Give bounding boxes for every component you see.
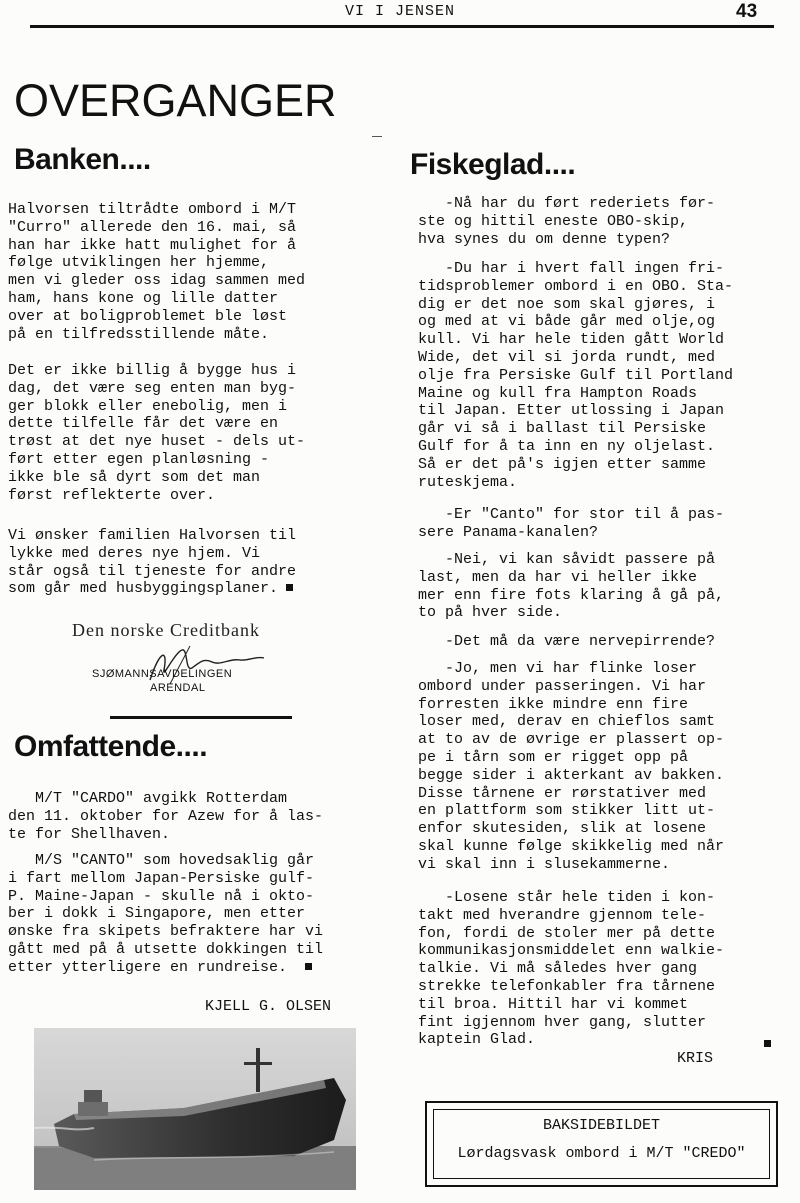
omfattende-heading: Omfattende.... (14, 730, 208, 763)
omfattende-author: KJELL G. OLSEN (205, 998, 332, 1015)
fiskeglad-paragraph-3: -Er "Canto" for stor til å pas- sere Panama-kanalen? (418, 506, 725, 541)
page-number: 43 (736, 1, 758, 22)
end-mark (286, 584, 293, 591)
omfattende-paragraph-1: M/T "CARDO" avgikk Rotterdam den 11. oktober for Azew for å las- te for Shellhaven. (8, 790, 324, 843)
back-cover-caption: Lørdagsvask ombord i M/T "CREDO" (457, 1145, 746, 1162)
ship-photo (34, 1028, 356, 1190)
signature-city: ARENDAL (150, 682, 206, 694)
banken-paragraph-3 (8, 527, 296, 598)
banken-paragraph-3-text: Vi ønsker familien Halvorsen til lykke med deres nye hjem. Vi står også til tjeneste for andre som går med husbyggingsplaner. (8, 527, 297, 598)
back-cover-box (425, 1101, 778, 1187)
fiskeglad-author: KRIS (677, 1050, 714, 1067)
banken-paragraph-3-wrap (8, 527, 296, 598)
fiskeglad-paragraph-2: -Du har i hvert fall ingen fri- tidsproblemer ombord i en OBO. Sta- dig er det noe som skal gjøres, i og med at vi både går med olje,og kull. Vi har hele tiden gått World Wide, det vil si jorda rundt, med olje fra Persiske Gulf til Portland Maine og kull fra Hampton Roads til Japan. Etter utlossing i Japan går vi så i ballast til Persiske Gulf for å ta inn en ny oljelast. Så er det på's igjen etter samme ruteskjema. (418, 260, 734, 491)
banken-paragraph-1: Halvorsen tiltrådte ombord i M/T "Curro" allerede den 16. mai, så han har ikke hatt mulighet for å følge utviklingen her hjemme, men vi gleder oss idag sammen med ham, hans kone og lille datter over at boligproblemet ble løst på en tilfredsstillende måte. (8, 201, 306, 343)
banken-paragraph-2: Det er ikke billig å bygge hus i dag, det være seg enten man byg- ger blokk eller enebolig, men i dette tilfelle får det være en trøst at det nye huset - dels ut- ført etter egen planløsning - ikke ble så dyrt som det man først reflekterte over. (8, 362, 306, 504)
signature-department: SJØMANNSAVDELINGEN (92, 668, 233, 680)
omfattende-paragraph-2-wrap (8, 852, 323, 977)
end-mark (305, 963, 312, 970)
header-rule (30, 25, 774, 28)
omfattende-paragraph-2 (8, 852, 323, 977)
section-title: OVERGANGER (14, 75, 337, 126)
fiskeglad-paragraph-7: -Losene står hele tiden i kon- takt med hverandre gjennom tele- fon, fordi de stoler mer på dette kommunikasjonsmiddelet enn walkie- talkie. Vi må således hver gang strekke telefonkabler fra tårnene til broa. Hittil har vi kommet fint igjennom hver gang, slutter kaptein Glad. (418, 889, 725, 1049)
fiskeglad-heading: Fiskeglad.... (410, 148, 576, 181)
section-divider (110, 716, 292, 719)
fiskeglad-paragraph-5: -Det må da være nervepirrende? (418, 633, 716, 650)
stray-mark (372, 136, 382, 137)
banken-heading: Banken.... (14, 143, 151, 176)
running-header: VI I JENSEN (344, 3, 456, 20)
back-cover-title: BAKSIDEBILDET (542, 1117, 661, 1134)
fiskeglad-paragraph-6: -Jo, men vi har flinke loser ombord under passeringen. Vi har forresten ikke mindre enn fire loser med, derav en chieflos samt at to av de øvrige er plassert op- pe i tårn som er rigget opp på begge sider i akterkant av bakken. Disse tårnene er rørstativer med en plattform som stikker litt ut- enfor skutesiden, slik at losene skal kunne følge skikkelig med når vi skal inn i slusekammerne. (418, 660, 725, 873)
end-mark (764, 1040, 771, 1047)
omfattende-paragraph-2-text: M/S "CANTO" som hovedsaklig går i fart mellom Japan-Persiske gulf- P. Maine-Japan - skulle nå i okto- ber i dokk i Singapore, men etter ønske fra skipets befraktere har vi gått med på å utsette dokkingen til etter ytterligere en rundreise. (8, 852, 324, 976)
signature-bank-name: Den norske Creditbank (72, 620, 260, 640)
bank-signature (60, 620, 320, 700)
fiskeglad-paragraph-4: -Nei, vi kan såvidt passere på last, men da har vi heller ikke mer enn fire fots klaring å gå på, to på hver side. (418, 551, 725, 622)
fiskeglad-paragraph-1: -Nå har du ført rederiets før- ste og hittil eneste OBO-skip, hva synes du om denne typen? (418, 195, 716, 248)
ship-image-icon (34, 1028, 356, 1190)
